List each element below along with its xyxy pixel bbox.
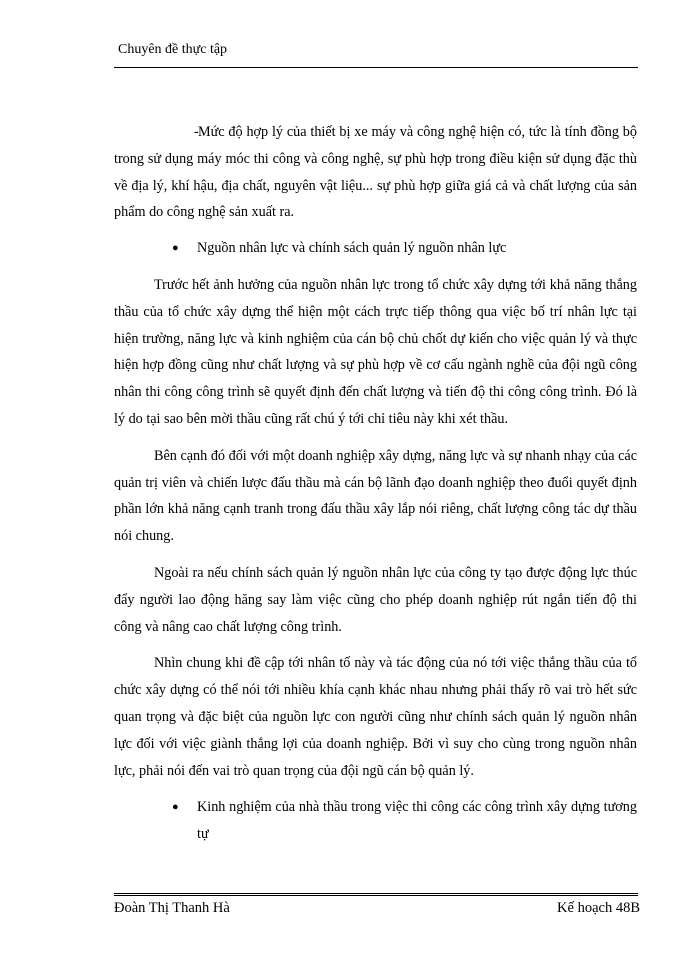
- page-content: [114, 119, 637, 858]
- bullet-heading-text: Nguồn nhân lực và chính sách quản lý nguồn nhân lực: [197, 240, 507, 257]
- paragraph: Bên cạnh đó đối với một doanh nghiệp xây dựng, năng lực và sự nhanh nhạy của các quản trị viên và chiến lược đấu thầu mà cán bộ lãnh đạo doanh nghiệp theo đuổi quyết định phần lớn khả năng cạnh tranh trong đấu thầu xây lắp nói riêng, chất lượng công tác dự thầu nói chung.: [114, 447, 637, 545]
- bullet-heading-experience: [114, 794, 637, 848]
- footer-class: Kế hoạch 48B: [557, 900, 640, 916]
- bullet-heading-text: Kinh nghiệm của nhà thầu trong việc thi công các công trình xây dựng tương tự: [197, 799, 637, 843]
- dash-item-text: Mức độ hợp lý của thiết bị xe máy và công nghệ hiện có, tức là tính đồng bộ trong sử dụng máy móc thi công và công nghệ, sự phù hợp trong điều kiện sử dụng đặc thù về địa lý, khí hậu, địa chất, nguyên vật liệu... sự phù hợp giữa giá cả và chất lượng của sản phẩm do công nghệ sản xuất ra.: [114, 124, 637, 221]
- footer-author: Đoàn Thị Thanh Hà: [114, 900, 230, 916]
- bullet-heading-human-resources: [114, 235, 637, 262]
- bullet-icon: ●: [172, 242, 179, 255]
- page-header-title: Chuyên đề thực tập: [118, 42, 228, 57]
- dash-list-item: [114, 119, 637, 226]
- paragraph: Nhìn chung khi đề cập tới nhân tố này và tác động của nó tới việc thắng thầu của tổ chức xây dựng có thể nói tới nhiều khía cạnh khác nhau nhưng phải thấy rõ vai trò hết sức quan trọng và đặc biệt của nguồn lực con người cũng như chính sách quản lý nguồn nhân lực đối với việc giành thắng lợi của doanh nghiệp. Bởi vì suy cho cùng trong nguồn nhân lực, phải nói đến vai trò quan trọng của đội ngũ cán bộ quản lý.: [114, 655, 637, 779]
- footer-divider: [114, 893, 638, 898]
- paragraph: Ngoài ra nếu chính sách quản lý nguồn nhân lực của công ty tạo được động lực thúc đẩy người lao động hăng say làm việc cũng cho phép doanh nghiệp rút ngắn tiến độ thi công và nâng cao chất lượng công trình.: [114, 564, 637, 635]
- bullet-icon: ●: [172, 801, 179, 814]
- dash-marker: -: [194, 124, 199, 140]
- header-divider: [114, 67, 638, 68]
- paragraph: Trước hết ảnh hưởng của nguồn nhân lực trong tổ chức xây dựng tới khả năng thắng thầu của tổ chức xây dựng thể hiện một cách trực tiếp thông qua việc bố trí nhân lực tại hiện trường, năng lực và kinh nghiệm của cán bộ chủ chốt dự kiến cho việc quản lý và thực hiện hợp đồng cũng như chất lượng và sự phù hợp về cơ cấu ngành nghề của đội ngũ công nhân thi công công trình sẽ quyết định đến chất lượng và tiến độ thi công công trình. Đó là lý do tại sao bên mời thầu cũng rất chú ý tới chỉ tiêu này khi xét thầu.: [114, 276, 637, 427]
